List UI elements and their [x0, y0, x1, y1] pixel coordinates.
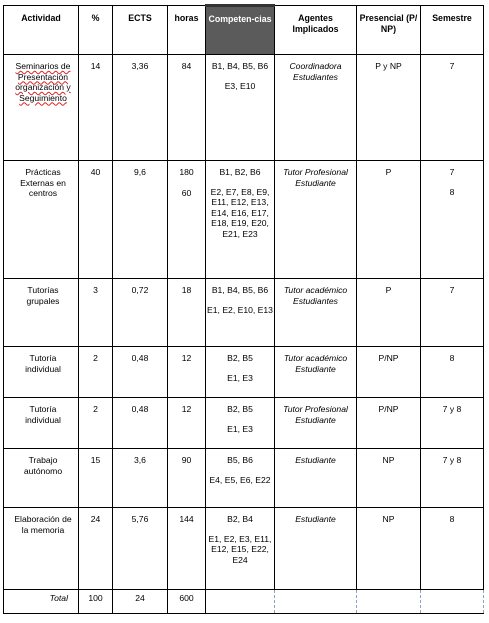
cell-agentes: Coordinadora Estudiantes — [275, 55, 357, 161]
cell-semestre: 8 — [421, 347, 484, 398]
cell-pct: 2 — [79, 398, 113, 449]
total-empty-cell — [357, 590, 421, 614]
comp-specific: E3, E10 — [224, 80, 256, 91]
cell-agentes: Tutor académico Estudiantes — [275, 279, 357, 347]
header-actividad: Actividad — [4, 6, 79, 55]
cell-pct: 3 — [79, 279, 113, 347]
total-row — [4, 590, 484, 614]
cell-competencias — [206, 55, 275, 161]
cell-ects: 3,6 — [113, 449, 168, 508]
cell-horas: 144 — [168, 508, 206, 590]
cell-pct: 15 — [79, 449, 113, 508]
cell-competencias — [206, 508, 275, 590]
cell-presencial: P y NP — [357, 55, 421, 161]
cell-pct: 40 — [79, 161, 113, 279]
comp-specific: E1, E2, E3, E11, E12, E15, E22, E24 — [208, 533, 272, 565]
cell-ects: 9,6 — [113, 161, 168, 279]
horas-value-1: 180 — [179, 167, 194, 177]
table-row — [4, 347, 484, 398]
table-row — [4, 508, 484, 590]
cell-semestre: 7 y 8 — [421, 398, 484, 449]
total-empty-cell — [206, 590, 275, 614]
cell-actividad: Tutoría individual — [4, 398, 79, 449]
header-row — [4, 6, 484, 55]
header-presencial: Presencial (P/ NP) — [357, 6, 421, 55]
cell-horas — [168, 161, 206, 279]
total-empty-cell — [421, 590, 484, 614]
comp-basic: B1, B4, B5, B6 — [211, 61, 269, 71]
cell-semestre: 7 — [421, 279, 484, 347]
cell-pct: 24 — [79, 508, 113, 590]
activities-table-container — [3, 4, 484, 614]
cell-actividad: Trabajo autónomo — [4, 449, 79, 508]
activities-table — [3, 4, 484, 614]
header-horas: horas — [168, 6, 206, 55]
cell-competencias — [206, 161, 275, 279]
cell-actividad: Tutoría individual — [4, 347, 79, 398]
cell-horas: 90 — [168, 449, 206, 508]
table-row — [4, 398, 484, 449]
cell-horas: 84 — [168, 55, 206, 161]
comp-basic: B2, B5 — [227, 353, 253, 363]
cell-horas: 12 — [168, 347, 206, 398]
cell-semestre: 7 y 8 — [421, 449, 484, 508]
cell-actividad: Tutorías grupales — [4, 279, 79, 347]
cell-presencial: P — [357, 161, 421, 279]
cell-ects: 5,76 — [113, 508, 168, 590]
cell-ects: 0,72 — [113, 279, 168, 347]
cell-competencias — [206, 398, 275, 449]
cell-ects: 3,36 — [113, 55, 168, 161]
table-row — [4, 449, 484, 508]
cell-actividad: Prácticas Externas en centros — [4, 161, 79, 279]
actividad-text: Seminarios de Presentación organización y Seguimiento — [15, 61, 71, 103]
cell-presencial: NP — [357, 508, 421, 590]
header-semestre: Semestre — [421, 6, 484, 55]
header-agentes: Agentes Implicados — [275, 6, 357, 55]
total-pct: 100 — [79, 590, 113, 614]
cell-semestre: 8 — [421, 508, 484, 590]
cell-ects: 0,48 — [113, 347, 168, 398]
comp-basic: B2, B5 — [227, 404, 253, 414]
comp-basic: B5, B6 — [227, 455, 253, 465]
comp-specific: E2, E7, E8, E9, E11, E12, E13, E14, E16, E17, E18, E19, E20, E21, E23 — [210, 186, 270, 239]
total-label: Total — [4, 590, 79, 614]
cell-presencial: P/NP — [357, 398, 421, 449]
cell-competencias — [206, 279, 275, 347]
cell-actividad: Elaboración de la memoria — [4, 508, 79, 590]
total-ects: 24 — [113, 590, 168, 614]
total-horas: 600 — [168, 590, 206, 614]
cell-horas: 12 — [168, 398, 206, 449]
cell-agentes: Estudiante — [275, 449, 357, 508]
header-competencias: Competen-cias — [206, 6, 275, 55]
table-row — [4, 279, 484, 347]
cell-pct: 2 — [79, 347, 113, 398]
cell-pct: 14 — [79, 55, 113, 161]
table-row — [4, 161, 484, 279]
cell-competencias — [206, 449, 275, 508]
cell-semestre — [421, 161, 484, 279]
cell-agentes: Tutor Profesional Estudiante — [275, 398, 357, 449]
comp-specific: E1, E3 — [227, 372, 253, 383]
cell-presencial: P/NP — [357, 347, 421, 398]
cell-presencial: NP — [357, 449, 421, 508]
semestre-value-1: 7 — [449, 167, 455, 177]
cell-presencial: P — [357, 279, 421, 347]
comp-specific: E1, E2, E10, E13 — [207, 304, 273, 315]
cell-agentes: Tutor Profesional Estudiante — [275, 161, 357, 279]
comp-basic: B2, B4 — [227, 514, 253, 524]
comp-specific: E1, E3 — [227, 423, 253, 434]
cell-actividad — [4, 55, 79, 161]
semestre-value-2: 8 — [449, 186, 455, 197]
cell-competencias — [206, 347, 275, 398]
cell-agentes: Tutor académico Estudiante — [275, 347, 357, 398]
header-ects: ECTS — [113, 6, 168, 55]
comp-specific: E4, E5, E6, E22 — [209, 474, 271, 485]
horas-value-2: 60 — [181, 187, 192, 198]
table-row — [4, 55, 484, 161]
comp-basic: B1, B4, B5, B6 — [211, 285, 269, 295]
cell-semestre: 7 — [421, 55, 484, 161]
comp-basic: B1, B2, B6 — [219, 167, 261, 177]
total-empty-cell — [275, 590, 357, 614]
cell-agentes: Estudiante — [275, 508, 357, 590]
cell-ects: 0,48 — [113, 398, 168, 449]
cell-horas: 18 — [168, 279, 206, 347]
header-pct: % — [79, 6, 113, 55]
